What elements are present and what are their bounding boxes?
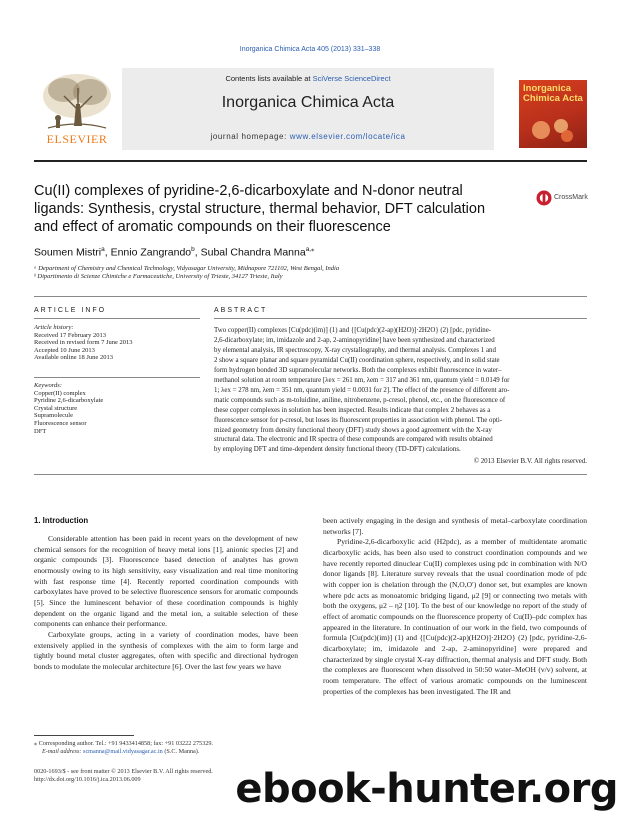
journal-citation[interactable]: Inorganica Chimica Acta 405 (2013) 331–338 [239, 46, 381, 53]
cover-graphic-icon [527, 114, 579, 144]
journal-title: Inorganica Chimica Acta [221, 94, 395, 111]
elsevier-logo [34, 66, 120, 148]
abstract-line: structural data. The electronic and IR spectra of these compounds are compared with results obtained [214, 436, 493, 444]
abstract-heading: ABSTRACT [214, 307, 268, 314]
corresponding-author-note: ⁎ Corresponding author. Tel.: +91 9433414858; fax: +91 03222 275329. [34, 740, 213, 747]
keyword: Pyridine 2,6-dicarboxylate [34, 397, 104, 405]
history-label: Article history: [34, 324, 74, 331]
history-item: Received in revised form 7 June 2013 [34, 339, 133, 347]
journal-cover [519, 80, 587, 148]
abstract-line: matic compounds such as m-toluidine, aniline, nitrobenzene, p-cresol, phenol, etc., on the fluorescence of [214, 396, 506, 404]
crossmark-badge[interactable] [536, 190, 590, 206]
abstract-line: 1; λex = 278 nm, λem = 351 nm, quantum yield = 0.0031 for 2]. The effect of the presence of different aro- [214, 386, 510, 394]
keywords [34, 382, 200, 435]
abstract-text [214, 326, 587, 455]
footnote [34, 740, 298, 755]
contents-prefix: Contents lists available at [225, 74, 313, 83]
author-affiliation-mark: a,⁎ [305, 246, 315, 253]
history-item: Available online 18 June 2013 [34, 354, 113, 362]
abstract-line: these copper complexes in solution has been inspected. Results indicate that complex 2 behaves as a [214, 406, 491, 414]
body-paragraph: Carboxylate groups, acting in a variety of coordination modes, have been extensively applied in the synthesis of complexes with the aim to form large and tightly bound metal cluster aggregates, often with specific and directional hydrogen bonds to modulate the molecular architecture [6]. Over the last few years we have [34, 629, 298, 671]
affiliation: ᵃ Department of Chemistry and Chemical Technology, Vidyasagar University, Midnapore 721102, West Bengal, India [34, 265, 340, 272]
abstract-line: 2,6-dicarboxylate; im, imidazole and 2-ap, 2-aminopyridine] have been synthesized and characterized [214, 336, 495, 344]
body-paragraph: Pyridine-2,6-dicarboxylic acid (H2pdc), as a member of multidentate aromatic dicarboxylic acids, has been also used to construct coordination compounds and we have recently reported dinuclear Cu(II) complexes using pdc in combination with N/O donor ligands [8]. Literature survey reveals that the usual coordination mode of pdc with copper ion is chelation through the (N,O,O′) donor set, but examples are known where pdc acts as monoatomic bridging ligand, μ2 [9] or connecting two metals with both the oxygens, μ2 – η2 [10]. To the best of our knowledge no report of the study of effect of aromatic compounds on the fluorescence property of Cu(II)–pdc complex has appeared in the literature. In continuation of our work in the field, two compounds of formula [Cu(pdc)(im)] (1) and {[Cu(pdc)(2-ap)(H2O)]·2H2O} (2) [pdc, pyridine-2,6-dicarboxylate; im, imidazole and 2-ap, 2-aminopyridine] were prepared and characterized by single crystal X-ray diffraction, thermal analysis and DFT study. Both the complexes are fluorescent when dissolved in 50:50 water–MeOH (v/v) solvent, at room temperature. The effect of various aromatic compounds on the luminescent properties of the complexes has been investigated. The IR and [323, 537, 587, 696]
watermark: ebook-hunter.org [235, 766, 618, 812]
email-suffix: (S.C. Manna). [162, 747, 200, 755]
abstract-line: mized geometry from density functional theory (DFT) study shows a good agreement with the X-ray [214, 426, 492, 434]
divider [34, 296, 587, 297]
history-item: Accepted 10 June 2013 [34, 346, 95, 354]
cover-title: Inorganica Chimica Acta [523, 83, 583, 104]
copyright-notice: © 2013 Elsevier B.V. All rights reserved. [473, 458, 587, 465]
abstract-line: by employing DFT and time-dependent density functional theory (TD-DFT) calculations. [214, 446, 461, 454]
author-list: Soumen Mistri$^a$, Ennio Zangrando$^b$, Subal Chandra Manna$^{a,⁎}$ [34, 246, 315, 259]
author-affiliation-mark: b [191, 246, 195, 253]
article-history [34, 324, 200, 362]
email-label: E-mail address: [42, 747, 84, 755]
homepage-link[interactable]: www.elsevier.com/locate/ica [289, 132, 406, 141]
divider [34, 318, 200, 319]
crossmark-icon [536, 190, 552, 206]
sciencedirect-link[interactable]: SciVerse ScienceDirect [312, 74, 391, 83]
abstract-line: form hydrogen bonded 3D supramolecular networks. Both the complexes exhibit fluorescence in water– [214, 366, 502, 374]
body-column-left [34, 534, 298, 673]
author-name[interactable]: Subal Chandra Manna [200, 246, 306, 259]
abstract-line: 2 show a square planar and square pyramidal Cu(II) coordination sphere, respectively, and in solid state [214, 356, 500, 364]
divider [34, 377, 200, 378]
keyword: Copper(II) complex [34, 389, 86, 397]
affiliation: ᵇ Dipartimento di Scienze Chimiche e Farmaceutiche, University of Trieste, 34127 Trieste, Italy [34, 273, 283, 280]
issn-line: 0020-1693/$ - see front matter © 2013 Elsevier B.V. All rights reserved. [34, 768, 213, 775]
email-link[interactable]: scmanna@mail.vidyasagar.ac.in [83, 747, 163, 755]
section-title: 1. Introduction [34, 516, 89, 525]
keywords-label: Keywords: [34, 382, 62, 389]
divider [34, 474, 587, 475]
journal-homepage [122, 132, 494, 141]
abstract-line: methanol solution at room temperature [λex = 261 nm, λem = 317 and 361 nm, quantum yield = 0.0149 for [214, 376, 510, 384]
body-column-right [323, 516, 587, 697]
divider [214, 318, 587, 319]
contents-line [122, 74, 494, 83]
history-item: Received 17 February 2013 [34, 331, 107, 339]
keyword: Crystal structure [34, 404, 78, 412]
abstract-line: Two copper(II) complexes [Cu(pdc)(im)] (1) and {[Cu(pdc)(2-ap)(H2O)]·2H2O} (2) [pdc, pyridine- [214, 327, 492, 334]
author-name[interactable]: Ennio Zangrando [110, 246, 192, 259]
homepage-prefix: journal homepage: [210, 132, 290, 141]
author-affiliation-mark: a [101, 246, 105, 253]
abstract-line: fluorescence sensor for p-cresol, but loses its fluorescent properties in association with phenol. The opti- [214, 416, 503, 424]
keyword: Fluorescence sensor [34, 419, 87, 427]
journal-banner [122, 68, 494, 150]
publisher-name: ELSEVIER [46, 132, 108, 146]
keyword: DFT [34, 427, 47, 435]
doi-link[interactable]: http://dx.doi.org/10.1016/j.ica.2013.06.009 [34, 776, 141, 783]
article-info-heading: ARTICLE INFO [34, 307, 107, 314]
abstract-line: by elemental analysis, IR spectroscopy, X-ray crystallography, and thermal analysis. Complexes 1 and [214, 346, 496, 354]
footnote-rule [34, 735, 134, 736]
body-paragraph: Considerable attention has been paid in recent years on the development of new chemical sensors for the recognition of heavy metal ions [1], anionic species [2] and organic compounds [3]. Fluorescence based detection of analytes has grown enormously owing to its high sensitivity, easy visualization and real time monitoring with fast response time [4]. Recently reported coordination compounds with carboxylates have proved to be selective fluorescence sensors for aromatic compounds [5]. Since the luminescent behavior of these coordination compounds is highly dependent on the organic ligand and the metal ion, a suitable selection of these components can enhance their performance. [34, 534, 298, 629]
keyword: Supramolecule [34, 412, 73, 420]
header-rule [34, 160, 587, 162]
author-name[interactable]: Soumen Mistri [34, 246, 102, 259]
article-title: Cu(II) complexes of pyridine-2,6-dicarboxylate and N-donor neutral ligands: Synthesis, crystal structure, thermal behavior, DFT calculation and effect of aromatic compounds on their fluorescence [34, 183, 486, 235]
crossmark-label: CrossMark [554, 194, 588, 201]
body-paragraph: been actively engaging in the design and synthesis of metal–carboxylate coordination networks [7]. [323, 516, 587, 536]
